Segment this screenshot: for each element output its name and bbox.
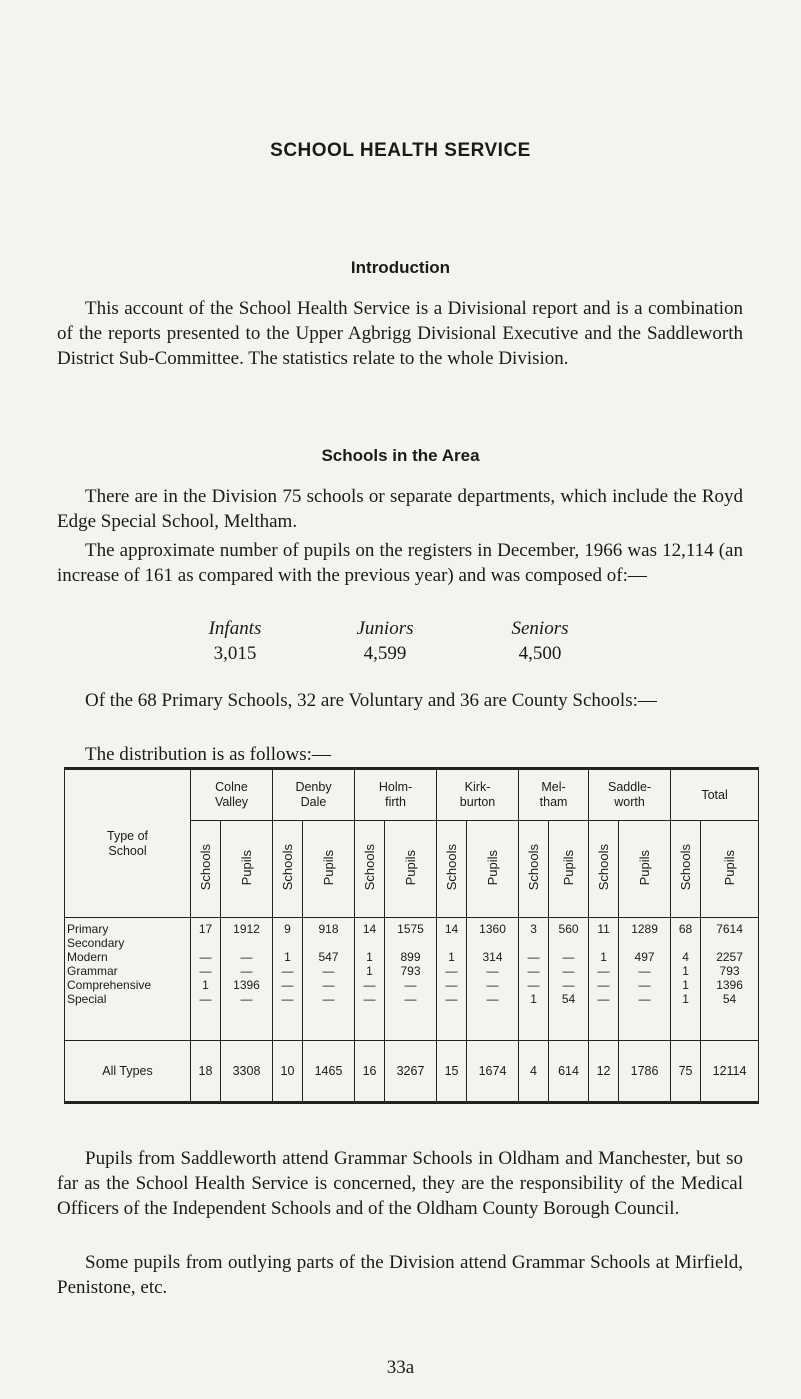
- composition-label: Juniors: [356, 618, 414, 639]
- table-cell: [549, 936, 588, 950]
- table-cell: —: [199, 964, 212, 978]
- table-cell: [701, 936, 758, 950]
- sub-header-text: Pupils: [561, 849, 577, 886]
- table-cell: [589, 936, 618, 950]
- area-header-line: Saddle-: [608, 780, 652, 794]
- distribution-table: [64, 767, 747, 1114]
- table-cell: [303, 936, 354, 950]
- introduction-paragraph: [57, 296, 743, 371]
- table-cell: —: [638, 978, 651, 992]
- sub-header-text: Pupils: [239, 849, 254, 886]
- table-cell: [467, 936, 518, 950]
- data-column: [355, 918, 385, 1041]
- area-header-line: Valley: [214, 795, 249, 809]
- data-column: [385, 918, 437, 1041]
- table-cell: 793: [400, 964, 421, 978]
- area-total-header: [671, 769, 759, 821]
- table-cell: —: [527, 978, 540, 992]
- schools-heading: Schools in the Area: [321, 446, 480, 465]
- all-types-cell: 12: [589, 1041, 619, 1103]
- composition-value: 4,500: [518, 643, 562, 664]
- schools-paragraph-1: [57, 484, 743, 534]
- data-column: [589, 918, 619, 1041]
- area-header-line: burton: [459, 795, 496, 809]
- table-cell: [273, 936, 302, 950]
- sub-header-text: Schools: [444, 844, 460, 891]
- schools-text-4: The distribution is as follows:—: [85, 744, 331, 765]
- table-cell: 314: [482, 950, 503, 964]
- table-cell: 4: [682, 950, 689, 964]
- area-header-line: Mel-: [541, 780, 566, 794]
- table-cell: 497: [634, 950, 655, 964]
- type-header-line: School: [108, 843, 147, 858]
- table-cell: 3: [530, 922, 537, 936]
- table-cell: —: [363, 992, 376, 1006]
- all-types-cell: 10: [273, 1041, 303, 1103]
- table-cell: —: [281, 964, 294, 978]
- table-cell: —: [445, 964, 458, 978]
- table-cell: —: [199, 950, 212, 964]
- sub-header-pupils: [619, 821, 671, 918]
- area-header-line: tham: [539, 795, 568, 809]
- table-cell: 1: [600, 950, 607, 964]
- table-cell: —: [527, 950, 540, 964]
- sub-header-text: Pupils: [403, 849, 419, 886]
- sub-header-pupils: [701, 821, 759, 918]
- data-column: [191, 918, 221, 1041]
- composition-label: Seniors: [511, 618, 569, 639]
- data-column: [549, 918, 589, 1041]
- table-cell: —: [322, 992, 335, 1006]
- area-header-line: Denby: [295, 780, 332, 794]
- area-kirkburton-header: [437, 769, 519, 821]
- data-column: [701, 918, 759, 1041]
- sub-header-schools: [437, 821, 467, 918]
- sub-header-text: Schools: [526, 844, 542, 891]
- table-cell: 1575: [397, 922, 424, 936]
- composition-value: 4,599: [363, 643, 407, 664]
- table-cell: —: [240, 992, 253, 1006]
- composition-value: 3,015: [213, 643, 257, 664]
- sub-header-pupils: [549, 821, 589, 918]
- table-cell: —: [527, 964, 540, 978]
- table-cell: 1: [448, 950, 455, 964]
- area-header-line: Kirk-: [464, 780, 491, 794]
- table-cell: —: [322, 978, 335, 992]
- all-types-cell: 15: [437, 1041, 467, 1103]
- table-cell: —: [240, 950, 253, 964]
- sub-header-text: Schools: [596, 844, 612, 891]
- table-cell: 1: [682, 978, 689, 992]
- table-cell: 918: [318, 922, 339, 936]
- area-saddleworth-header: [589, 769, 671, 821]
- sub-header-text: Pupils: [722, 849, 738, 886]
- table-cell: 547: [318, 950, 339, 964]
- sub-header-text: Schools: [678, 844, 694, 891]
- table-cell: 68: [678, 922, 693, 936]
- table-cell: —: [597, 978, 610, 992]
- composition-label: Infants: [208, 618, 262, 639]
- sub-header-schools: [589, 821, 619, 918]
- composition-seniors: [460, 616, 620, 666]
- table-cell: —: [363, 978, 376, 992]
- all-types-cell: 1465: [303, 1041, 355, 1103]
- sub-header-text: Schools: [280, 844, 295, 891]
- schools-text-1: There are in the Division 75 schools or separate departments, which include the Royd Edge Special School, Meltham.: [57, 486, 743, 532]
- schools-paragraph-3: [57, 688, 743, 713]
- area-header-line: Holm-: [378, 780, 413, 794]
- introduction-text: This account of the School Health Service is a Divisional report and is a combination of the reports presented to the Upper Agbrigg Divisional Executive and the Saddleworth District Sub-Committee. The statistics relate to the whole Division.: [57, 298, 743, 369]
- table-cell: —: [404, 992, 417, 1006]
- page-title: SCHOOL HEALTH SERVICE: [270, 140, 531, 161]
- table-cell: —: [597, 964, 610, 978]
- table-cell: 2257: [716, 950, 743, 964]
- data-column: [273, 918, 303, 1041]
- table-cell: —: [404, 978, 417, 992]
- sub-header-text: Pupils: [637, 849, 653, 886]
- all-types-row: [65, 1041, 759, 1103]
- closing-text-2: Some pupils from outlying parts of the Division attend Grammar Schools at Mirfield, Penistone, etc.: [57, 1252, 743, 1298]
- area-meltham-header: [519, 769, 589, 821]
- table-cell: —: [562, 964, 575, 978]
- all-types-cell: 3267: [385, 1041, 437, 1103]
- sub-header-schools: [671, 821, 701, 918]
- table-cell: —: [486, 992, 499, 1006]
- row-label: Secondary: [67, 936, 125, 950]
- table-cell: 899: [400, 950, 421, 964]
- sub-header-text: Schools: [198, 844, 213, 891]
- table-cell: 54: [722, 992, 737, 1006]
- sub-header-pupils: [385, 821, 437, 918]
- sub-header-pupils: [467, 821, 519, 918]
- row-label: Modern: [67, 950, 108, 964]
- table-cell: 9: [284, 922, 291, 936]
- area-header-line: Colne: [215, 780, 248, 794]
- all-types-cell: 1674: [467, 1041, 519, 1103]
- composition-juniors: [305, 616, 465, 666]
- all-types-label: All Types: [65, 1041, 191, 1103]
- area-header-line: worth: [614, 795, 645, 809]
- table-cell: [221, 936, 272, 950]
- schools-paragraph-4: [57, 742, 743, 767]
- area-header-line: Dale: [300, 795, 327, 809]
- all-types-cell: 614: [549, 1041, 589, 1103]
- table-cell: 1: [202, 978, 209, 992]
- closing-text-1: Pupils from Saddleworth attend Grammar Schools in Oldham and Manchester, but so far as the School Health Service is concerned, they are the responsibility of the Medical Officers of the Independent Schools and of the Oldham County Borough Council.: [57, 1148, 743, 1219]
- all-types-cell: 3308: [221, 1041, 273, 1103]
- data-column: [671, 918, 701, 1041]
- all-types-cell: 16: [355, 1041, 385, 1103]
- sub-header-pupils: [303, 821, 355, 918]
- table-cell: —: [445, 978, 458, 992]
- table-cell: —: [199, 992, 212, 1006]
- all-types-cell: 1786: [619, 1041, 671, 1103]
- sub-header-schools: [355, 821, 385, 918]
- table-cell: 1912: [233, 922, 260, 936]
- sub-header-pupils: [221, 821, 273, 918]
- closing-paragraph-2: [57, 1250, 743, 1300]
- table-cell: 793: [719, 964, 740, 978]
- table-cell: 1: [682, 964, 689, 978]
- table-cell: 1: [366, 964, 373, 978]
- page-number: 33a: [386, 1357, 415, 1378]
- table-cell: 11: [597, 922, 610, 936]
- table-cell: 1289: [631, 922, 658, 936]
- row-label: Primary: [67, 922, 109, 936]
- table-body-row: [65, 918, 759, 1041]
- table-cell: 1: [682, 992, 689, 1006]
- table-cell: —: [638, 964, 651, 978]
- table-cell: —: [322, 964, 335, 978]
- schools-text-3: Of the 68 Primary Schools, 32 are Voluntary and 36 are County Schools:—: [85, 690, 657, 711]
- table-cell: —: [281, 978, 294, 992]
- table-cell: 1: [366, 950, 373, 964]
- table-cell: —: [445, 992, 458, 1006]
- table-cell: —: [486, 978, 499, 992]
- table-cell: —: [597, 992, 610, 1006]
- table-cell: 1: [530, 992, 537, 1006]
- area-colne-valley-header: [191, 769, 273, 821]
- row-label: Special: [67, 992, 107, 1006]
- table-cell: —: [281, 992, 294, 1006]
- sub-header-schools: [191, 821, 221, 918]
- sub-header-schools: [273, 821, 303, 918]
- table-cell: 1396: [716, 978, 743, 992]
- row-label: Comprehensive: [67, 978, 152, 992]
- type-header-line: Type of: [107, 828, 148, 843]
- all-types-cell: 18: [191, 1041, 221, 1103]
- table-cell: [519, 936, 548, 950]
- table-cell: —: [562, 950, 575, 964]
- table-cell: —: [240, 964, 253, 978]
- area-holmfirth-header: [355, 769, 437, 821]
- data-column: [437, 918, 467, 1041]
- area-header-line: Total: [701, 787, 728, 802]
- sub-header-schools: [519, 821, 549, 918]
- all-types-cell: 4: [519, 1041, 549, 1103]
- table-cell: [191, 936, 220, 950]
- table-cell: [619, 936, 670, 950]
- data-column: [467, 918, 519, 1041]
- all-types-cell: 12114: [701, 1041, 759, 1103]
- table-cell: 17: [198, 922, 213, 936]
- data-column: [303, 918, 355, 1041]
- sub-header-text: Schools: [362, 844, 378, 891]
- pupil-composition: [0, 616, 801, 676]
- data-column: [619, 918, 671, 1041]
- table-cell: 1396: [233, 978, 260, 992]
- introduction-heading: Introduction: [350, 258, 451, 277]
- table-cell: 560: [558, 922, 579, 936]
- row-labels-cell: [65, 918, 191, 1041]
- all-types-cell: 75: [671, 1041, 701, 1103]
- composition-infants: [155, 616, 315, 666]
- table-cell: 1: [284, 950, 291, 964]
- table-cell: 14: [444, 922, 459, 936]
- table-cell: —: [638, 992, 651, 1006]
- table-cell: —: [486, 964, 499, 978]
- sub-header-text: Pupils: [321, 849, 336, 886]
- table-cell: 7614: [716, 922, 743, 936]
- table-cell: 54: [561, 992, 576, 1006]
- data-column: [519, 918, 549, 1041]
- table-cell: 14: [362, 922, 377, 936]
- type-of-school-header: [65, 769, 191, 918]
- schools-paragraph-2: [57, 538, 743, 588]
- table-cell: —: [562, 978, 575, 992]
- area-header-line: firth: [385, 795, 406, 809]
- data-column: [221, 918, 273, 1041]
- table-cell: [355, 936, 384, 950]
- sub-header-text: Pupils: [485, 849, 501, 886]
- table-cell: 1360: [479, 922, 506, 936]
- table-cell: [437, 936, 466, 950]
- schools-text-2: The approximate number of pupils on the registers in December, 1966 was 12,114 (an increase of 161 as compared with the previous year) and was composed of:—: [57, 540, 743, 586]
- area-denby-dale-header: [273, 769, 355, 821]
- table-cell: [385, 936, 436, 950]
- row-label: Grammar: [67, 964, 118, 978]
- closing-paragraph-1: [57, 1146, 743, 1221]
- table-cell: [671, 936, 700, 950]
